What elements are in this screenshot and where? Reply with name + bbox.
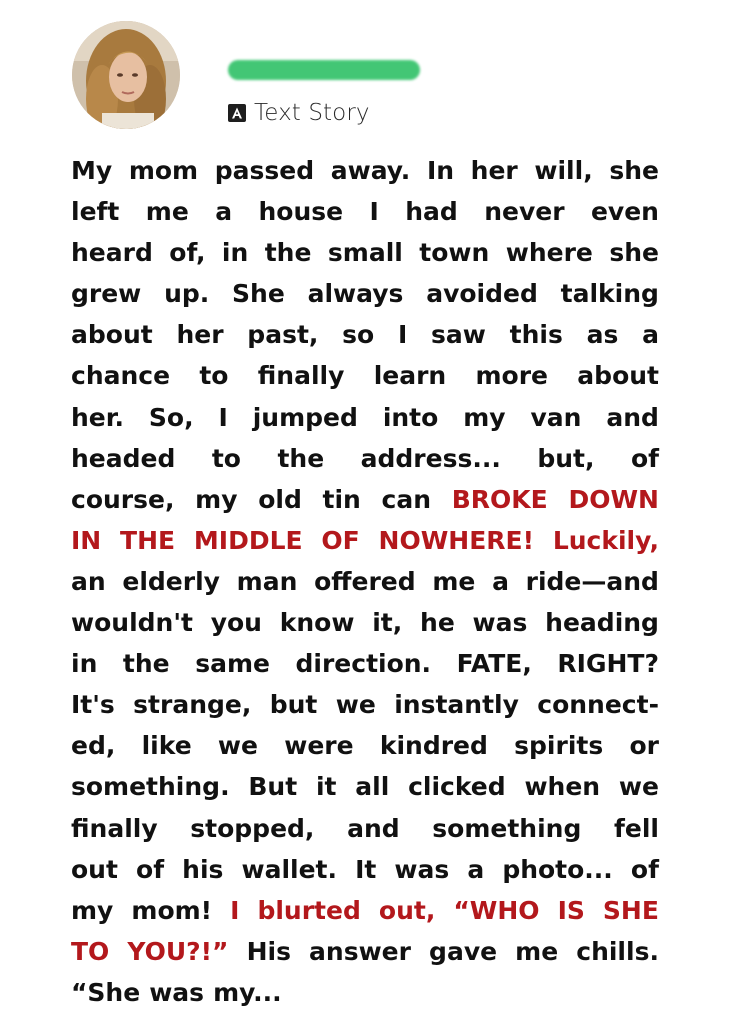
story-word: mom: [128, 156, 199, 185]
story-word: about: [71, 320, 153, 350]
highlight-word: I: [230, 895, 240, 925]
story-word: van: [530, 402, 582, 432]
highlight-word: out,: [378, 895, 436, 925]
story-word: saw: [431, 320, 486, 350]
story-word: wouldn't: [71, 608, 193, 638]
story-word: always: [307, 279, 404, 309]
story-word: address...: [360, 443, 501, 473]
highlight-word: OF: [321, 525, 360, 555]
story-word: I: [369, 197, 379, 227]
story-word: So,: [148, 402, 194, 432]
highlight-word: SHE: [602, 895, 659, 925]
story-word: where: [505, 238, 593, 268]
story-word: ride—and: [525, 566, 659, 596]
story-word: an: [71, 566, 106, 596]
story-word: know: [279, 608, 355, 638]
story-line: [71, 684, 659, 725]
story-word: had: [405, 197, 458, 227]
story-word: town: [419, 238, 490, 268]
story-word: he: [420, 608, 455, 638]
story-line: [71, 766, 659, 807]
story-word: a: [642, 320, 659, 350]
story-word: fell: [614, 813, 659, 843]
story-word: something: [432, 813, 582, 843]
story-word: gave: [429, 936, 498, 966]
story-line: [71, 725, 659, 766]
story-word: we: [618, 772, 659, 802]
story-word: can: [381, 484, 432, 514]
story-word: up.: [164, 279, 210, 309]
story-word: of: [630, 443, 659, 473]
story-word: same: [195, 649, 270, 679]
story-line: [71, 397, 659, 438]
story-word: even: [590, 197, 659, 227]
story-line: [71, 191, 659, 232]
story-word: my: [195, 484, 238, 514]
story-word: course,: [71, 484, 175, 514]
story-word: tin: [322, 484, 361, 514]
story-word: out: [71, 854, 118, 884]
story-word: will,: [534, 156, 593, 185]
story-line: [71, 808, 659, 849]
story-word: avoided: [426, 279, 538, 309]
story-word: when: [524, 772, 601, 802]
story-word: elderly: [122, 566, 220, 596]
story-header: [0, 0, 730, 140]
story-word: passed: [214, 156, 315, 185]
story-word: grew: [71, 279, 142, 309]
author-avatar[interactable]: [72, 21, 180, 129]
letter-a-icon: [228, 104, 246, 122]
story-word: her.: [71, 402, 125, 432]
story-word: she: [609, 156, 659, 185]
story-word: It's: [71, 690, 115, 720]
story-word: spirits: [514, 731, 604, 761]
story-word: house: [258, 197, 344, 227]
story-word: was: [394, 854, 450, 884]
story-word: her: [470, 156, 518, 185]
story-line: [71, 561, 659, 602]
highlight-word: DOWN: [568, 484, 659, 514]
story-line: [71, 273, 659, 314]
story-word: jumped: [252, 402, 358, 432]
story-line: [71, 150, 659, 191]
story-word: chills.: [576, 936, 659, 966]
story-word: photo...: [502, 854, 613, 884]
story-word: clicked: [408, 772, 506, 802]
story-word: connect-: [537, 690, 659, 720]
story-word: or: [629, 731, 659, 761]
story-word: something.: [71, 772, 230, 802]
story-word: the: [277, 443, 325, 473]
story-word: but: [269, 690, 318, 720]
story-line: [71, 643, 659, 684]
story-word: FATE,: [456, 649, 532, 679]
story-word: about: [577, 361, 659, 391]
story-word: offered: [314, 566, 416, 596]
story-word: small: [327, 238, 403, 268]
story-type-tag: [228, 98, 370, 128]
highlight-word: Luckily,: [552, 525, 659, 555]
story-word: finally: [71, 813, 158, 843]
story-word: a: [467, 854, 485, 884]
story-word: learn: [373, 361, 447, 391]
story-word: and: [606, 402, 659, 432]
story-word: finally: [257, 361, 345, 391]
story-word: In: [426, 156, 455, 185]
story-word: answer: [309, 936, 411, 966]
story-word: me: [432, 566, 476, 596]
highlight-word: NOWHERE!: [378, 525, 535, 555]
story-word: his: [182, 854, 224, 884]
story-word: but,: [537, 443, 595, 473]
story-word: we: [217, 731, 258, 761]
story-word: wallet.: [241, 854, 337, 884]
story-word: my...: [213, 977, 282, 1007]
story-word: she: [609, 238, 659, 268]
story-word: kindred: [379, 731, 488, 761]
story-word: as: [586, 320, 619, 350]
story-word: was: [149, 977, 205, 1007]
story-word: instantly: [394, 690, 519, 720]
story-word: chance: [71, 361, 171, 391]
story-type-label: Text Story: [254, 100, 370, 126]
story-word: It: [355, 854, 377, 884]
story-word: the: [122, 649, 170, 679]
story-word: His: [246, 936, 291, 966]
story-word: my: [71, 895, 114, 925]
highlight-word: YOU?!”: [127, 936, 229, 966]
story-word: But: [248, 772, 298, 802]
story-word: into: [382, 402, 439, 432]
story-word: away.: [330, 156, 411, 185]
story-line: [71, 479, 659, 520]
story-word: we: [335, 690, 376, 720]
story-word: talking: [560, 279, 659, 309]
story-word: in: [71, 649, 98, 679]
highlight-word: “WHO: [453, 895, 540, 925]
story-word: me: [145, 197, 189, 227]
story-word: RIGHT?: [557, 649, 659, 679]
story-line: [71, 890, 659, 931]
username-redaction-bar: [228, 60, 420, 80]
story-word: all: [355, 772, 390, 802]
highlight-word: blurted: [257, 895, 361, 925]
story-word: a: [492, 566, 509, 596]
story-word: never: [484, 197, 565, 227]
story-word: heading: [545, 608, 659, 638]
story-word: to: [199, 361, 229, 391]
story-line: [71, 520, 659, 561]
story-line: [71, 849, 659, 890]
story-word: a: [215, 197, 233, 227]
story-word: “She: [71, 977, 141, 1007]
story-word: heard: [71, 238, 153, 268]
story-word: headed: [71, 443, 176, 473]
story-word: like: [141, 731, 192, 761]
story-word: My: [71, 156, 113, 185]
avatar-portrait-image: [72, 21, 180, 129]
story-word: past,: [247, 320, 319, 350]
story-word: you: [210, 608, 262, 638]
story-word: stopped,: [190, 813, 315, 843]
story-word: were: [284, 731, 354, 761]
story-word: to: [211, 443, 241, 473]
highlight-word: IS: [557, 895, 585, 925]
story-text: [71, 150, 659, 1013]
highlight-word: TO: [71, 936, 110, 966]
story-line: [71, 355, 659, 396]
story-line: [71, 438, 659, 479]
story-line: [71, 232, 659, 273]
story-word: so: [342, 320, 375, 350]
story-word: of,: [169, 238, 206, 268]
story-word: was: [472, 608, 528, 638]
story-line: [71, 314, 659, 355]
highlight-word: BROKE: [451, 484, 548, 514]
story-word: ed,: [71, 731, 116, 761]
story-word: this: [509, 320, 563, 350]
story-word: She: [232, 279, 285, 309]
story-word: strange,: [133, 690, 252, 720]
story-word: in: [221, 238, 249, 268]
story-word: of: [136, 854, 165, 884]
story-word: of: [630, 854, 659, 884]
story-word: the: [264, 238, 312, 268]
story-word: it,: [372, 608, 403, 638]
story-word: man: [236, 566, 298, 596]
story-word: mom!: [131, 895, 213, 925]
story-line: [71, 931, 659, 972]
story-word: I: [218, 402, 228, 432]
story-line: [71, 972, 659, 1013]
story-word: I: [397, 320, 408, 350]
story-word: more: [475, 361, 549, 391]
story-word: her: [176, 320, 224, 350]
story-word: me: [515, 936, 559, 966]
highlight-word: IN: [71, 525, 102, 555]
story-word: my: [463, 402, 506, 432]
story-word: and: [347, 813, 400, 843]
highlight-word: MIDDLE: [193, 525, 303, 555]
story-line: [71, 602, 659, 643]
story-word: it: [315, 772, 337, 802]
story-word: old: [258, 484, 302, 514]
story-word: direction.: [295, 649, 432, 679]
story-word: left: [71, 197, 120, 227]
highlight-word: THE: [120, 525, 176, 555]
